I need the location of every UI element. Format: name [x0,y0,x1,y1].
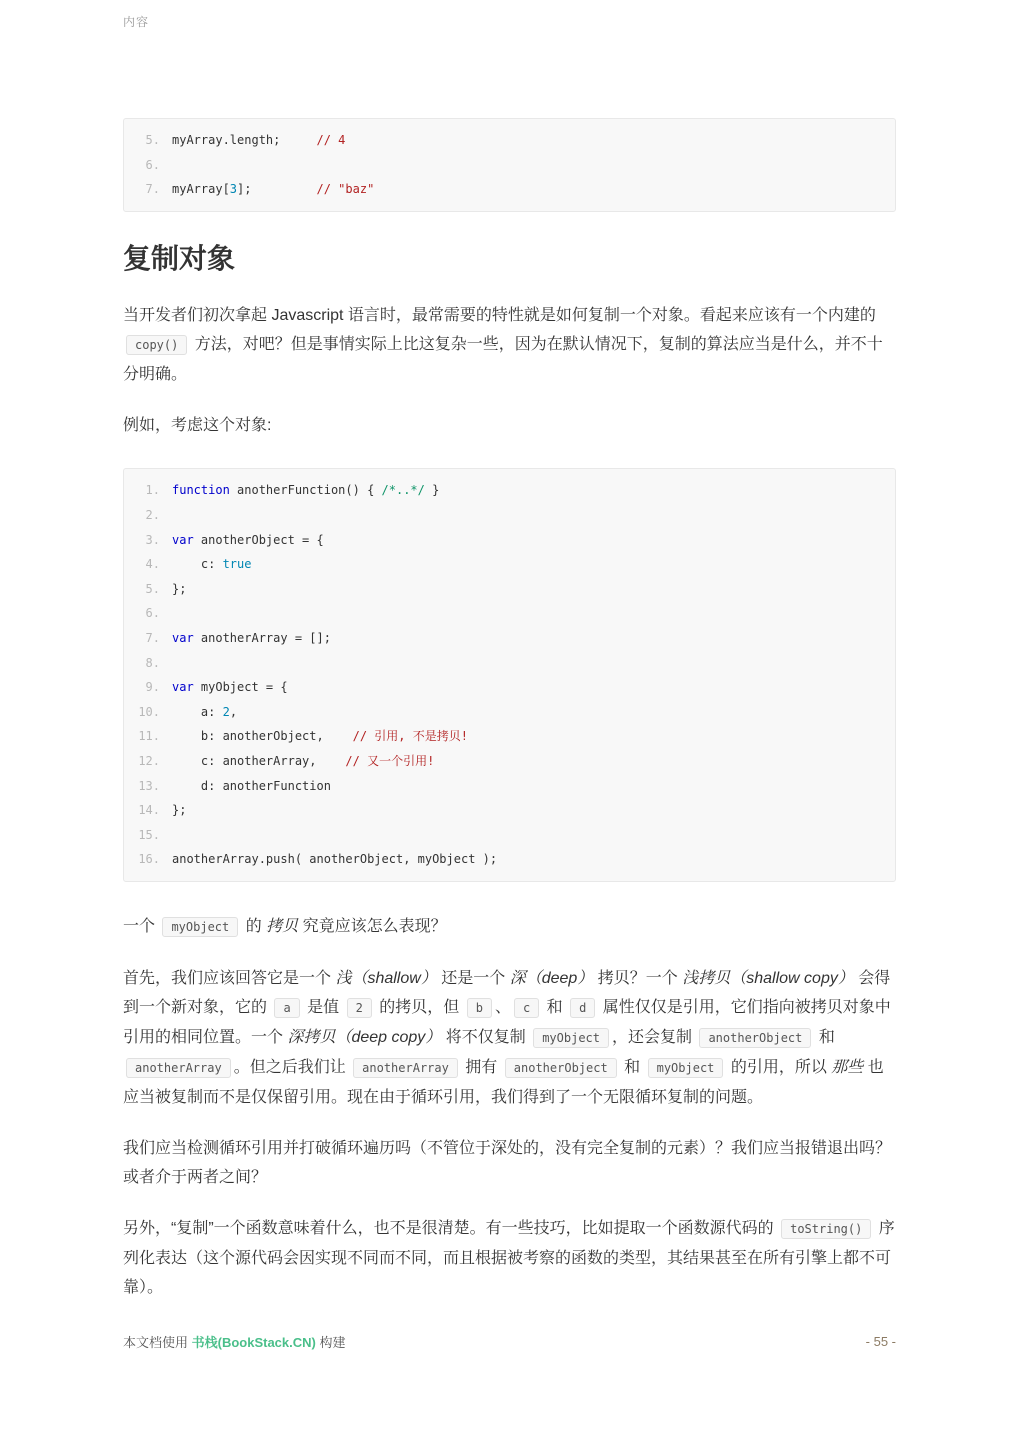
text-run: 当开发者们初次拿起 Javascript 语言时，最常需要的特性就是如何复制一个对象。看起来应该有一个内建的 [123,307,876,325]
text-run: 也应当被复制而不是仅保留引用。现在由于循环引用，我们得到了一个无限循环复制的问题。 [123,1058,884,1106]
text-run: 的拷贝，但 [374,998,464,1016]
code-text [172,133,345,147]
line-number: 14. [138,803,160,818]
code-text [172,754,434,768]
code-token: 3 [229,182,238,197]
line-number: 15. [138,827,160,842]
page-number: - 55 - [865,1334,896,1349]
code-text [172,557,251,571]
line-number: 7. [145,630,160,645]
text-run: 拷贝？一个 [593,969,683,987]
line-number: 2. [145,507,160,522]
line-number: 5. [145,581,160,596]
line-number: 6. [145,606,160,621]
code-token: ]; [237,182,252,197]
line-number: 16. [138,852,160,867]
inline-code: d [570,998,595,1018]
text-run: 将不仅复制 [441,1028,531,1046]
inline-code: anotherObject [505,1058,617,1078]
line-number: 12. [138,753,160,768]
text-run: 方法，对吧？但是事情实际上比这复杂一些，因为在默认情况下，复制的算法应当是什么，并不十分明确。 [123,336,883,384]
code-block-objects-example [123,468,896,882]
text-run: ，还会复制 [612,1028,697,1046]
text-run: 还是一个 [436,969,510,987]
text-run: 拥有 [460,1058,502,1076]
code-block-array-access [123,118,896,212]
inline-code: 2 [347,998,372,1018]
text-run: 序列化表达（这个源代码会因实现不同而不同，而且根据被考察的函数的类型，其结果甚至在所有引擎上都不可靠）。 [123,1219,895,1296]
code-line [134,847,880,872]
code-text [172,779,331,793]
inline-code: a [274,998,299,1018]
code-token: b: anotherObject, [172,729,324,744]
paragraph-circular-refs [123,1134,896,1192]
text-run: 例如，考虑这个对象: [123,417,272,435]
text-run: 、 [494,998,511,1016]
code-token: myArray.length; [172,133,281,147]
code-line [134,675,880,700]
text-run: 另外，“复制”一个函数意味着什么，也不是很清楚。有一些技巧，比如提取一个函数源代码的 [123,1219,779,1237]
text-run: 。但之后我们让 [233,1058,351,1076]
text-run: 和 [542,998,568,1016]
line-number: 6. [145,157,160,172]
inline-code: anotherArray [126,1058,231,1078]
code-line [134,177,880,202]
code-text [172,533,324,547]
code-token: c: [172,557,223,572]
code-line [134,478,880,503]
code-token: // 4 [280,133,346,147]
code-token: myArray[ [172,182,230,197]
code-text [172,631,331,645]
paragraph-shallow-deep [123,964,896,1112]
code-line [134,626,880,651]
emphasis-text: 深（deep） [509,969,594,987]
code-token: function [172,483,230,498]
code-token: d: anotherFunction [172,778,331,793]
code-text [172,803,186,817]
code-token: a: [172,704,223,719]
line-number: 7. [145,182,160,197]
inline-code: b [467,998,492,1018]
inline-code: toString() [781,1219,871,1239]
inline-code: copy() [126,335,187,355]
code-line [134,552,880,577]
code-token: anotherFunction() { [229,483,382,498]
footer-attribution [123,1332,346,1351]
inline-code: anotherArray [353,1058,458,1078]
code-token: anotherArray.push( anotherObject, myObject ); [172,852,498,867]
line-number: 3. [145,532,160,547]
text-run: 和 [814,1028,835,1046]
code-token: 2 [222,704,230,719]
code-token: // "baz" [251,182,375,197]
text-run: 一个 [123,917,160,935]
text-run: 和 [619,1058,645,1076]
section-heading: 复制对象 [123,242,236,274]
code-line [134,601,880,626]
code-token: }; [172,803,187,818]
text-run: 是值 [302,998,344,1016]
emphasis-text: 浅（shallow） [335,969,437,987]
code-line [134,503,880,528]
code-token: c: anotherArray, [172,753,317,768]
paragraph-example-label [123,411,896,440]
code-token: }; [172,581,187,596]
emphasis-text: 深拷贝（deep copy） [287,1028,442,1046]
code-token: , [229,704,238,719]
inline-code: myObject [162,917,238,937]
code-line [134,528,880,553]
code-line [134,798,880,823]
line-number: 8. [145,655,160,670]
line-number: 13. [138,778,160,793]
code-token: // 又一个引用! [316,753,435,768]
line-number: 4. [145,557,160,572]
code-text [172,705,237,719]
footer-suffix: 构建 [315,1335,346,1350]
code-text [172,680,288,694]
line-number: 10. [138,704,160,719]
line-number: 1. [145,483,160,498]
code-line [134,700,880,725]
inline-code: c [514,998,539,1018]
code-line [134,651,880,676]
text-run: 我们应当检测循环引用并打破循环遍历吗（不管位于深处的，没有完全复制的元素）？我们应当报错退出吗？或者介于两者之间？ [123,1139,892,1186]
code-token: } [424,483,440,498]
line-number: 5. [145,133,160,147]
text-run: 的 [241,917,267,935]
code-token: var [172,532,194,547]
emphasis-text: 拷贝 [266,917,299,935]
code-line [134,774,880,799]
emphasis-text: 浅拷贝（shallow copy） [682,969,854,987]
line-number: 11. [138,729,160,744]
text-run: 属性仅仅是引用，它们指向被拷贝对象中引用的相同位置。一个 [123,998,891,1046]
code-line [134,128,880,153]
code-line [134,749,880,774]
footer-prefix: 本文档使用 [123,1335,192,1350]
text-run: 究竟应该怎么表现？ [298,917,447,935]
code-token: myObject = { [193,680,288,695]
code-text [172,483,439,497]
code-token: var [172,680,194,695]
code-line [134,153,880,178]
code-token: var [172,630,194,645]
code-token: anotherArray = []; [193,630,331,645]
code-token: // 引用, 不是拷贝! [323,729,468,744]
text-run: 会得到一个新对象，它的 [123,969,891,1016]
paragraph-copy-question [123,912,896,942]
running-header: 内容 [123,15,150,29]
code-text [172,582,186,596]
code-token: true [222,557,252,572]
code-text [172,182,374,196]
page-footer [123,1332,896,1351]
inline-code: myObject [648,1058,724,1078]
code-token: anotherObject = { [193,532,324,547]
code-line [134,724,880,749]
code-token: /*..*/ [381,483,425,498]
inline-code: myObject [533,1028,609,1048]
bookstack-link[interactable]: 书栈(BookStack.CN) [191,1335,316,1350]
code-text [172,729,468,743]
paragraph-intro [123,301,896,389]
code-line [134,577,880,602]
text-run: 首先，我们应该回答它是一个 [123,969,336,987]
paragraph-tostring [123,1214,896,1302]
code-line [134,823,880,848]
inline-code: anotherObject [699,1028,811,1048]
emphasis-text: 那些 [831,1058,864,1076]
text-run: 的引用，所以 [726,1058,832,1076]
code-text [172,852,497,866]
line-number: 9. [145,680,160,695]
